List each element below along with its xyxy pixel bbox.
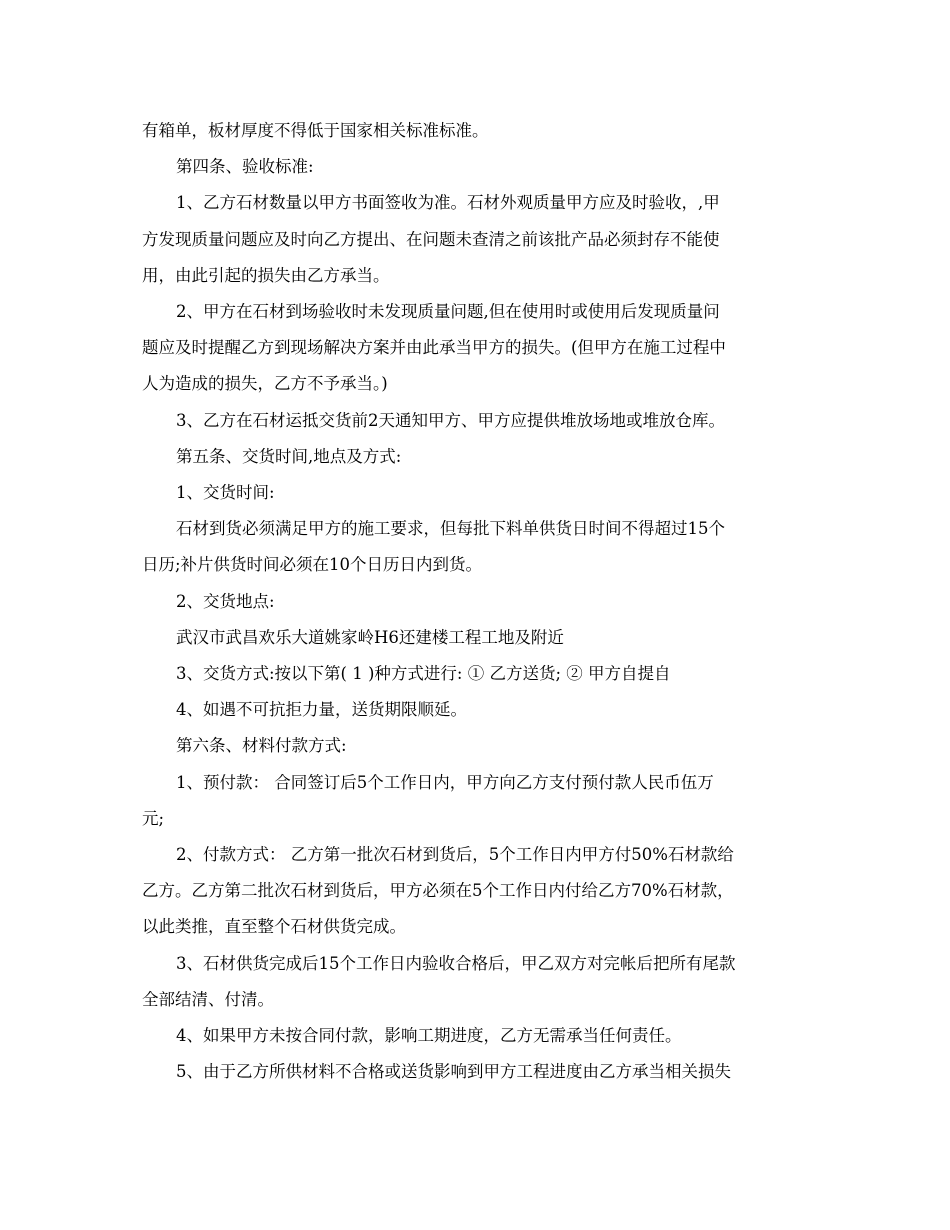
section-heading: 第四条、验收标准: xyxy=(176,157,314,177)
text-line: 4、如遇不可抗拒力量，送货期限顺延。 xyxy=(176,700,467,720)
text-line: 日历;补片供货时间必须在10个日历日内到货。 xyxy=(142,555,483,575)
text-line: 4、如果甲方未按合同付款，影响工期进度，乙方无需承当任何责任。 xyxy=(176,1026,682,1046)
text-line: 乙方。乙方第二批次石材到货后，甲方必须在5个工作日内付给乙方70%石材款， xyxy=(142,881,734,901)
text-line: 武汉市武昌欢乐大道姚家岭H6还建楼工程工地及附近 xyxy=(176,627,564,647)
text-line: 3、乙方在石材运抵交货前2天通知甲方、甲方应提供堆放场地或堆放仓库。 xyxy=(176,410,725,430)
text-line: 用，由此引起的损失由乙方承当。 xyxy=(142,265,390,285)
text-line: 2、付款方式： 乙方第一批次石材到货后，5个工作日内甲方付50%石材款给 xyxy=(176,845,734,865)
text-line: 2、甲方在石材到场验收时未发现质量问题,但在使用时或使用后发现质量问 xyxy=(176,302,720,322)
text-line: 有箱单，板材厚度不得低于国家相关标准标准。 xyxy=(142,121,489,140)
text-line: 2、交货地点: xyxy=(176,591,275,611)
text-line: 1、乙方石材数量以甲方书面签收为准。石材外观质量甲方应及时验收，,甲 xyxy=(176,193,720,213)
text-line: 石材到货必须满足甲方的施工要求，但每批下料单供货日时间不得超过15个 xyxy=(176,519,725,539)
text-line: 3、石材供货完成后15个工作日内验收合格后，甲乙双方对完帐后把所有尾款 xyxy=(176,953,736,973)
text-line: 题应及时提醒乙方到现场解决方案并由此承当甲方的损失。(但甲方在施工过程中 xyxy=(142,338,726,358)
section-heading: 第六条、材料付款方式: xyxy=(176,736,347,756)
text-line: 元; xyxy=(142,808,165,828)
text-line: 以此类推，直至整个石材供货完成。 xyxy=(142,917,406,937)
text-line: 3、交货方式:按以下第( 1 )种方式进行: ① 乙方送货; ② 甲方自提自 xyxy=(176,664,671,684)
text-line: 方发现质量问题应及时向乙方提出、在问题未查清之前该批产品必须封存不能使 xyxy=(142,229,720,249)
text-line: 人为造成的损失，乙方不予承当。) xyxy=(142,374,388,394)
text-line: 全部结清、付清。 xyxy=(142,989,274,1009)
text-line: 1、预付款： 合同签订后5个工作日内，甲方向乙方支付预付款人民币伍万 xyxy=(176,772,714,792)
section-heading: 第五条、交货时间,地点及方式: xyxy=(176,446,402,466)
text-line: 5、由于乙方所供材料不合格或送货影响到甲方工程进度由乙方承当相关损失 xyxy=(176,1062,731,1082)
document-body xyxy=(142,113,810,1090)
text-line: 1、交货时间: xyxy=(176,483,275,503)
